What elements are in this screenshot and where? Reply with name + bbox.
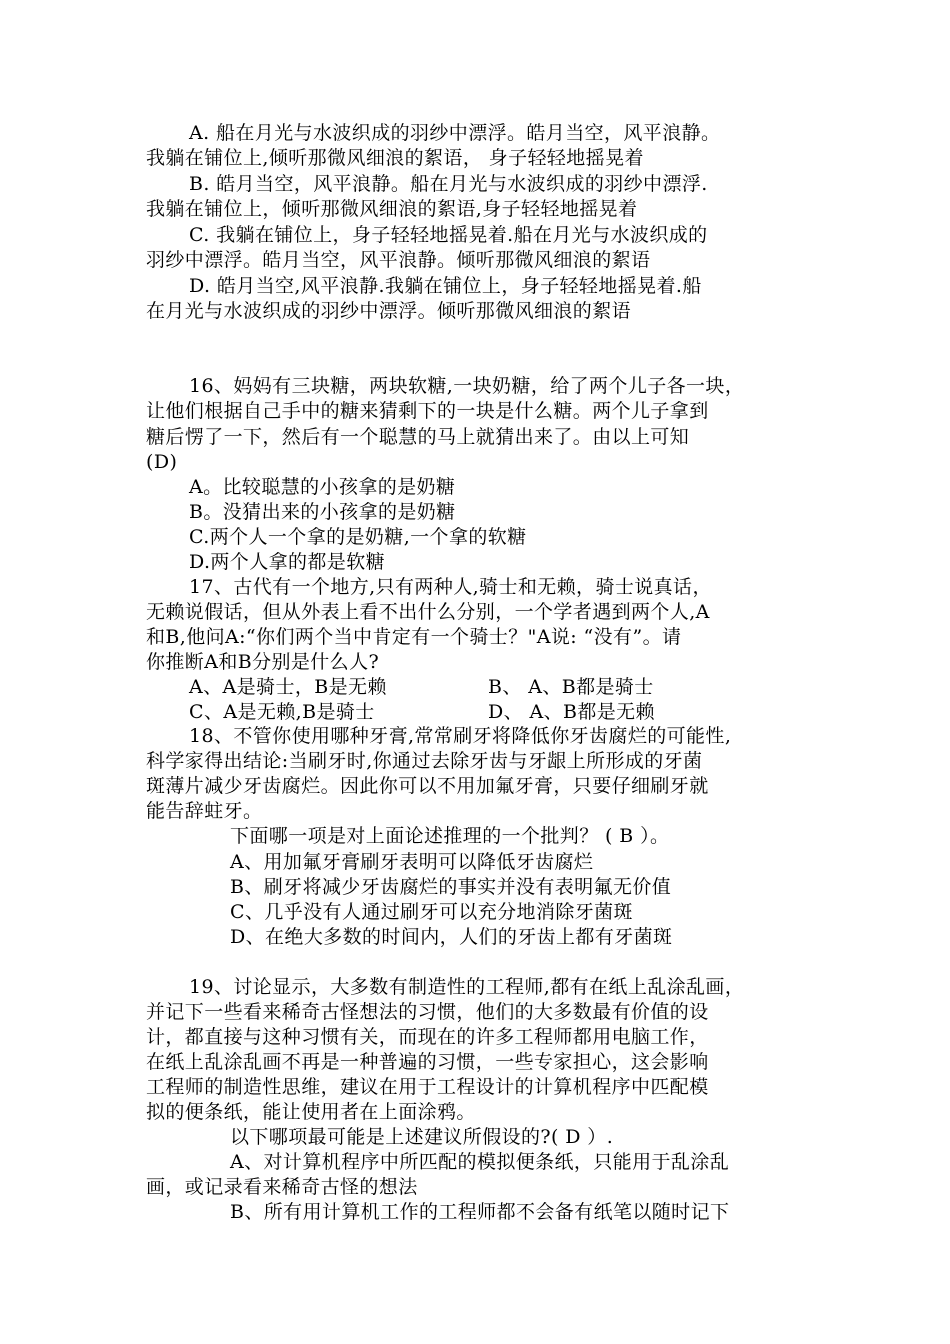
q15-option-c-line1: C. 我躺在铺位上，身子轻轻地摇晃着.船在月光与水波织成的 [189, 224, 708, 246]
q15-option-d-line1: D. 皓月当空,风平浪静.我躺在铺位上，身子轻轻地摇晃着.船 [189, 275, 702, 297]
q15-option-c-line2: 羽纱中漂浮。皓月当空，风平浪静。倾听那微风细浪的絮语 [146, 249, 651, 271]
q19-stem-line6: 拟的便条纸，能让使用者在上面涂鸦。 [146, 1101, 476, 1123]
q17-stem-line1: 17、古代有一个地方,只有两种人,骑士和无赖，骑士说真话， [189, 576, 712, 598]
q16-stem-line3: 糖后愣了一下，然后有一个聪慧的马上就猜出来了。由以上可知 [146, 426, 690, 448]
q18-stem-line3: 斑薄片减少牙齿腐烂。因此你可以不用加氟牙膏，只要仔细刷牙就 [146, 775, 709, 797]
q15-option-b-line2: 我躺在铺位上，倾听那微风细浪的絮语,身子轻轻地摇晃着 [146, 198, 638, 220]
q19-question: 以下哪项最可能是上述建议所假设的?( D ）. [230, 1126, 614, 1148]
q18-option-b: B、刷牙将减少牙齿腐烂的事实并没有表明氟无价值 [230, 876, 672, 898]
q19-option-b: B、所有用计算机工作的工程师都不会备有纸笔以随时记下 [230, 1201, 730, 1223]
q15-option-a-line2: 我躺在铺位上,倾听那微风细浪的絮语， 身子轻轻地摇晃着 [146, 147, 644, 169]
q19-option-a-line2: 画，或记录看来稀奇古怪的想法 [146, 1176, 418, 1198]
q16-answer: (D) [146, 451, 178, 473]
q19-option-a-line1: A、对计算机程序中所匹配的模拟便条纸，只能用于乱涂乱 [230, 1151, 730, 1173]
q16-option-b: B。没猜出来的小孩拿的是奶糖 [189, 501, 456, 523]
q16-stem-line2: 让他们根据自己手中的糖来猜剩下的一块是什么糖。两个儿子拿到 [146, 400, 709, 422]
q19-stem-line3: 计，都直接与这种习惯有关，而现在的许多工程师都用电脑工作， [146, 1026, 709, 1048]
q17-stem-line3: 和B,他问A:“你们两个当中肯定有一个骑士？"A说: “没有”。请 [146, 626, 682, 648]
q15-option-d-line2: 在月光与水波织成的羽纱中漂浮。倾听那微风细浪的絮语 [146, 300, 632, 322]
q18-question: 下面哪一项是对上面论述推理的一个批判？ ( B ）。 [230, 825, 670, 847]
q18-option-c: C、几乎没有人通过刷牙可以充分地消除牙菌斑 [230, 901, 633, 923]
q17-stem-line2: 无赖说假话，但从外表上看不出什么分别，一个学者遇到两个人,A [146, 601, 710, 623]
q19-stem-line5: 工程师的制造性思维，建议在用于工程设计的计算机程序中匹配模 [146, 1076, 709, 1098]
q19-stem-line1: 19、讨论显示，大多数有制造性的工程师,都有在纸上乱涂乱画， [189, 976, 745, 998]
q16-option-c: C.两个人一个拿的是奶糖,一个拿的软糖 [189, 526, 527, 548]
q16-option-d: D.两个人拿的都是软糖 [189, 551, 385, 573]
q17-option-b: B、 A、B都是骑士 [488, 676, 654, 698]
q17-option-a: A、A是骑士，B是无赖 [189, 676, 387, 698]
q18-option-d: D、在绝大多数的时间内，人们的牙齿上都有牙菌斑 [230, 926, 673, 948]
q15-option-a-line1: A. 船在月光与水波织成的羽纱中漂浮。皓月当空，风平浪静。 [189, 122, 721, 144]
q18-stem-line1: 18、不管你使用哪种牙膏,常常刷牙将降低你牙齿腐烂的可能性, [189, 725, 732, 747]
q19-stem-line2: 并记下一些看来稀奇古怪想法的习惯，他们的大多数最有价值的设 [146, 1001, 709, 1023]
q17-option-c: C、A是无赖,B是骑士 [189, 701, 375, 723]
q18-option-a: A、用加氟牙膏刷牙表明可以降低牙齿腐烂 [230, 851, 594, 873]
q18-stem-line2: 科学家得出结论:当刷牙时,你通过去除牙齿与牙龈上所形成的牙菌 [146, 750, 703, 772]
q18-stem-line4: 能告辞蛀牙。 [146, 800, 263, 822]
q17-option-d: D、 A、B都是无赖 [488, 701, 655, 723]
q16-option-a: A。比较聪慧的小孩拿的是奶糖 [189, 476, 456, 498]
q16-stem-line1: 16、妈妈有三块糖，两块软糖,一块奶糖，给了两个儿子各一块， [189, 375, 745, 397]
q19-stem-line4: 在纸上乱涂乱画不再是一种普遍的习惯，一些专家担心，这会影响 [146, 1051, 709, 1073]
q15-option-b-line1: B. 皓月当空，风平浪静。船在月光与水波织成的羽纱中漂浮. [189, 173, 708, 195]
q17-stem-line4: 你推断A和B分别是什么人? [146, 651, 380, 673]
